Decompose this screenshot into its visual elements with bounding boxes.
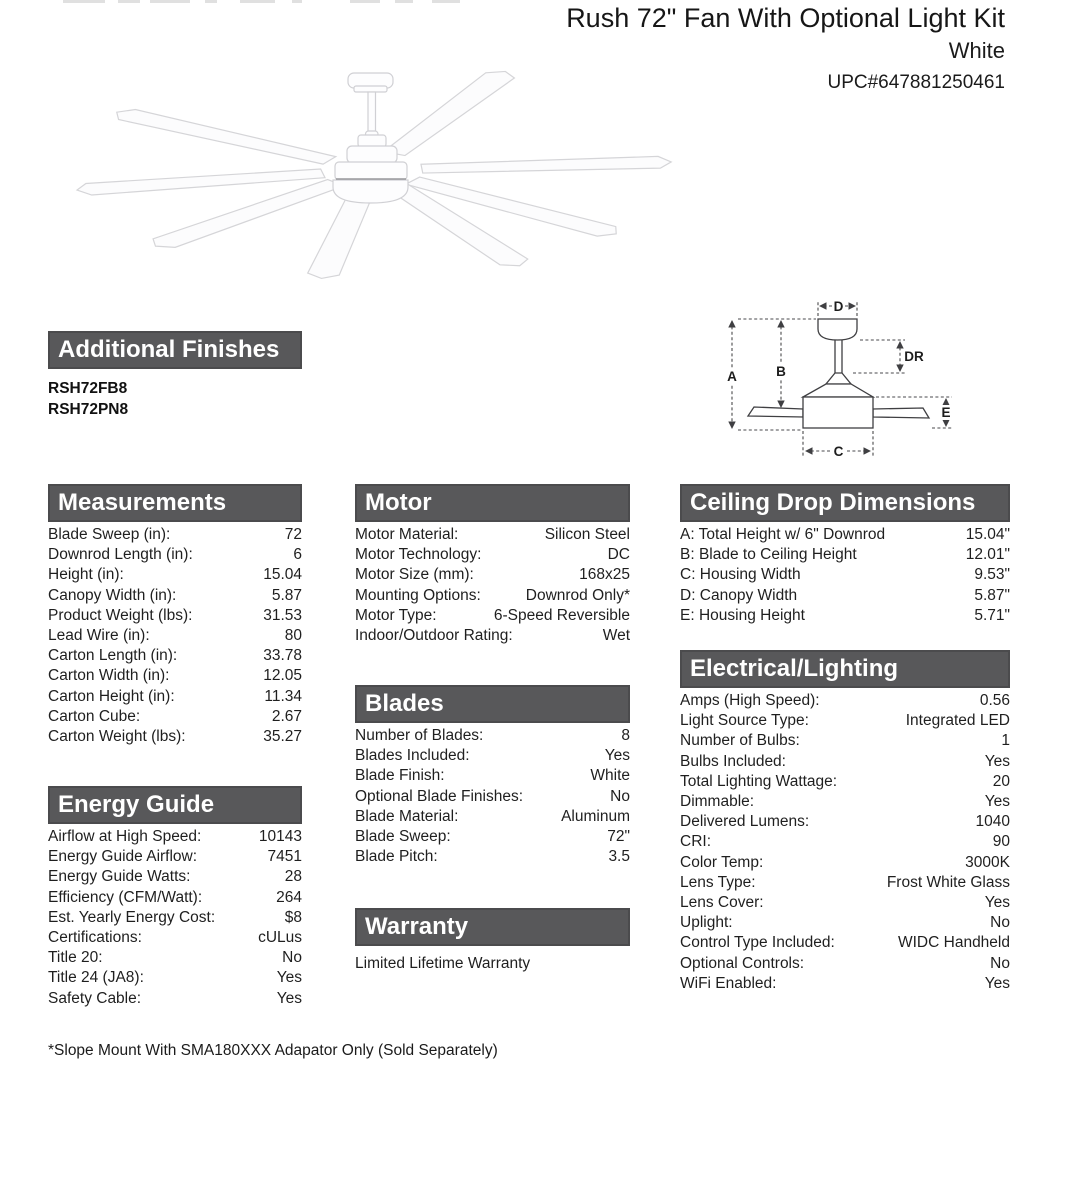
spec-value: DC bbox=[607, 546, 630, 564]
spec-value: 6-Speed Reversible bbox=[493, 606, 630, 624]
section-header-ceiling-drop bbox=[680, 484, 1010, 522]
spec-row bbox=[355, 726, 630, 746]
ceiling-drop-rows bbox=[680, 525, 1010, 626]
spec-row bbox=[680, 953, 1010, 973]
spec-row bbox=[48, 606, 302, 626]
spec-label: A: Total Height w/ 6" Downrod bbox=[680, 526, 886, 544]
spec-label: Motor Material: bbox=[355, 526, 459, 544]
spec-row bbox=[680, 913, 1010, 933]
spec-row bbox=[680, 525, 1010, 545]
section-title: Measurements bbox=[58, 489, 227, 516]
fan-light-kit bbox=[333, 180, 408, 203]
spec-row bbox=[48, 687, 302, 707]
spec-label: Lens Cover: bbox=[680, 893, 764, 911]
spec-row bbox=[48, 968, 302, 988]
fan-motor-housing bbox=[347, 146, 397, 163]
spec-value: $8 bbox=[284, 908, 302, 926]
spec-value: 20 bbox=[992, 772, 1010, 790]
spec-value: 10143 bbox=[258, 828, 302, 846]
spec-row bbox=[680, 711, 1010, 731]
section-title: Motor bbox=[365, 489, 432, 516]
spec-value: Yes bbox=[276, 989, 302, 1007]
spec-row bbox=[355, 787, 630, 807]
spec-value: White bbox=[590, 767, 630, 785]
spec-row bbox=[355, 827, 630, 847]
spec-value: 5.87" bbox=[974, 586, 1010, 604]
spec-value: 3.5 bbox=[608, 848, 630, 866]
spec-value: No bbox=[990, 914, 1010, 932]
spec-label: Safety Cable: bbox=[48, 989, 142, 1007]
spec-label: Efficiency (CFM/Watt): bbox=[48, 888, 203, 906]
measurements-rows bbox=[48, 525, 302, 747]
spec-label: Color Temp: bbox=[680, 853, 764, 871]
finish-code: RSH72PN8 bbox=[48, 401, 129, 418]
spec-label: Motor Technology: bbox=[355, 546, 482, 564]
spec-label: Control Type Included: bbox=[680, 934, 835, 952]
spec-value: No bbox=[282, 949, 302, 967]
spec-value: 0.56 bbox=[979, 692, 1010, 710]
spec-row bbox=[680, 893, 1010, 913]
dim-label-c: C bbox=[833, 444, 844, 459]
spec-value: 15.04" bbox=[965, 526, 1010, 544]
finish-list bbox=[48, 378, 302, 420]
spec-value: 264 bbox=[276, 888, 302, 906]
spec-row bbox=[680, 792, 1010, 812]
spec-row bbox=[355, 626, 630, 646]
spec-row bbox=[48, 525, 302, 545]
spec-row bbox=[680, 812, 1010, 832]
spec-row bbox=[680, 545, 1010, 565]
fan-downrod bbox=[368, 92, 376, 132]
section-header-blades bbox=[355, 685, 630, 723]
section-warranty bbox=[355, 908, 630, 973]
spec-row bbox=[680, 933, 1010, 953]
spec-value: 15.04 bbox=[263, 566, 302, 584]
spec-row bbox=[680, 772, 1010, 792]
spec-label: Energy Guide Watts: bbox=[48, 868, 191, 886]
section-title: Warranty bbox=[365, 913, 469, 940]
spec-row bbox=[355, 746, 630, 766]
electrical-rows bbox=[680, 691, 1010, 994]
finish-code: RSH72FB8 bbox=[48, 380, 128, 397]
spec-value: 1040 bbox=[975, 813, 1010, 831]
spec-value: 1 bbox=[1001, 732, 1010, 750]
spec-label: Total Lighting Wattage: bbox=[680, 772, 838, 790]
spec-value: Yes bbox=[604, 747, 630, 765]
spec-label: Amps (High Speed): bbox=[680, 692, 820, 710]
spec-value: Downrod Only* bbox=[525, 586, 630, 604]
section-title: Electrical/Lighting bbox=[690, 655, 899, 682]
spec-value: Silicon Steel bbox=[544, 526, 630, 544]
spec-label: Mounting Options: bbox=[355, 586, 481, 604]
section-title: Additional Finishes bbox=[58, 336, 280, 363]
spec-value: 35.27 bbox=[263, 727, 302, 745]
spec-value: 2.67 bbox=[271, 707, 302, 725]
spec-row bbox=[355, 766, 630, 786]
spec-row bbox=[48, 827, 302, 847]
section-header-additional-finishes bbox=[48, 331, 302, 369]
spec-row bbox=[48, 707, 302, 727]
section-title: Blades bbox=[365, 690, 444, 717]
spec-label: Blade Sweep (in): bbox=[48, 526, 171, 544]
spec-row bbox=[355, 545, 630, 565]
spec-label: Downrod Length (in): bbox=[48, 546, 193, 564]
spec-row bbox=[48, 989, 302, 1009]
spec-label: Carton Cube: bbox=[48, 707, 141, 725]
spec-row bbox=[680, 586, 1010, 606]
section-measurements bbox=[48, 484, 302, 747]
spec-row bbox=[48, 928, 302, 948]
blades-rows bbox=[355, 726, 630, 867]
spec-value: 11.34 bbox=[264, 687, 302, 705]
section-header-electrical bbox=[680, 650, 1010, 688]
spec-value: Yes bbox=[984, 974, 1010, 992]
spec-label: Carton Length (in): bbox=[48, 647, 178, 665]
spec-value: 72 bbox=[284, 526, 302, 544]
warranty-note: Limited Lifetime Warranty bbox=[355, 955, 531, 972]
spec-label: Est. Yearly Energy Cost: bbox=[48, 908, 216, 926]
section-header-warranty bbox=[355, 908, 630, 946]
section-blades bbox=[355, 685, 630, 867]
spec-label: E: Housing Height bbox=[680, 606, 805, 624]
spec-row bbox=[680, 832, 1010, 852]
spec-value: Yes bbox=[984, 793, 1010, 811]
spec-label: B: Blade to Ceiling Height bbox=[680, 546, 857, 564]
spec-row bbox=[48, 727, 302, 747]
spec-value: Integrated LED bbox=[905, 712, 1010, 730]
product-image bbox=[40, 55, 720, 290]
spec-row bbox=[48, 646, 302, 666]
spec-label: Number of Blades: bbox=[355, 727, 484, 745]
dim-label-e: E bbox=[941, 405, 951, 420]
spec-value: 3000K bbox=[965, 853, 1010, 871]
section-additional-finishes bbox=[48, 331, 302, 420]
spec-label: Blades Included: bbox=[355, 747, 470, 765]
spec-label: C: Housing Width bbox=[680, 566, 801, 584]
spec-value: 90 bbox=[992, 833, 1010, 851]
spec-value: 7451 bbox=[267, 848, 302, 866]
spec-label: Bulbs Included: bbox=[680, 752, 786, 770]
spec-value: 80 bbox=[284, 627, 302, 645]
spec-row bbox=[680, 606, 1010, 626]
dimension-diagram bbox=[700, 280, 970, 470]
section-energy-guide bbox=[48, 786, 302, 1009]
spec-row bbox=[48, 908, 302, 928]
spec-label: Optional Controls: bbox=[680, 954, 805, 972]
spec-value: No bbox=[610, 787, 630, 805]
spec-value: 8 bbox=[621, 727, 630, 745]
spec-value: cULus bbox=[258, 929, 302, 947]
spec-row bbox=[680, 853, 1010, 873]
fan-illustration bbox=[40, 55, 720, 290]
spec-label: Title 24 (JA8): bbox=[48, 969, 144, 987]
dim-label-d: D bbox=[833, 299, 844, 314]
spec-value: 28 bbox=[284, 868, 302, 886]
spec-label: D: Canopy Width bbox=[680, 586, 798, 604]
spec-row bbox=[48, 545, 302, 565]
product-title: Rush 72" Fan With Optional Light Kit bbox=[566, 3, 1005, 33]
spec-label: Certifications: bbox=[48, 929, 142, 947]
spec-row bbox=[680, 565, 1010, 585]
section-header-motor bbox=[355, 484, 630, 522]
spec-value: 33.78 bbox=[263, 647, 302, 665]
spec-value: 12.01" bbox=[965, 546, 1010, 564]
spec-value: 5.71" bbox=[974, 606, 1010, 624]
dim-label-a: A bbox=[727, 369, 737, 384]
spec-value: Yes bbox=[984, 752, 1010, 770]
section-header-energy-guide bbox=[48, 786, 302, 824]
spec-row bbox=[355, 807, 630, 827]
spec-label: Number of Bulbs: bbox=[680, 732, 800, 750]
spec-row bbox=[680, 731, 1010, 751]
spec-value: Frost White Glass bbox=[886, 873, 1010, 891]
spec-row bbox=[680, 691, 1010, 711]
spec-row bbox=[355, 847, 630, 867]
spec-row bbox=[48, 626, 302, 646]
spec-label: Height (in): bbox=[48, 566, 124, 584]
dim-label-dr: DR bbox=[904, 349, 924, 364]
spec-row bbox=[355, 606, 630, 626]
spec-label: Lens Type: bbox=[680, 873, 756, 891]
spec-row bbox=[355, 586, 630, 606]
spec-label: CRI: bbox=[680, 833, 711, 851]
spec-label: WiFi Enabled: bbox=[680, 974, 777, 992]
spec-label: Carton Width (in): bbox=[48, 667, 170, 685]
spec-value: 6 bbox=[293, 546, 302, 564]
spec-row bbox=[48, 847, 302, 867]
spec-value: 168x25 bbox=[579, 566, 630, 584]
product-finish: White bbox=[948, 38, 1005, 63]
spec-value: Yes bbox=[276, 969, 302, 987]
section-title: Energy Guide bbox=[58, 791, 215, 818]
spec-row bbox=[355, 525, 630, 545]
spec-label: Product Weight (lbs): bbox=[48, 606, 193, 624]
motor-rows bbox=[355, 525, 630, 646]
spec-row bbox=[48, 586, 302, 606]
spec-label: Canopy Width (in): bbox=[48, 586, 177, 604]
spec-label: Delivered Lumens: bbox=[680, 813, 810, 831]
section-ceiling-drop bbox=[680, 484, 1010, 626]
spec-label: Carton Height (in): bbox=[48, 687, 175, 705]
spec-value: 12.05 bbox=[263, 667, 302, 685]
spec-value: Yes bbox=[984, 893, 1010, 911]
spec-label: Carton Weight (lbs): bbox=[48, 727, 186, 745]
section-header-measurements bbox=[48, 484, 302, 522]
spec-value: WIDC Handheld bbox=[898, 934, 1010, 952]
spec-value: Wet bbox=[602, 627, 630, 645]
spec-label: Blade Pitch: bbox=[355, 848, 438, 866]
spec-label: Uplight: bbox=[680, 914, 733, 932]
spec-label: Motor Type: bbox=[355, 606, 437, 624]
spec-row bbox=[48, 565, 302, 585]
spec-value: Aluminum bbox=[561, 807, 630, 825]
spec-row bbox=[355, 565, 630, 585]
section-title: Ceiling Drop Dimensions bbox=[690, 489, 976, 516]
spec-row bbox=[48, 666, 302, 686]
spec-row bbox=[680, 873, 1010, 893]
spec-label: Airflow at High Speed: bbox=[48, 828, 202, 846]
dim-label-b: B bbox=[776, 364, 786, 379]
spec-label: Blade Finish: bbox=[355, 767, 445, 785]
spec-label: Optional Blade Finishes: bbox=[355, 787, 524, 805]
product-upc: UPC#647881250461 bbox=[827, 72, 1005, 93]
spec-label: Lead Wire (in): bbox=[48, 627, 150, 645]
spec-label: Indoor/Outdoor Rating: bbox=[355, 627, 513, 645]
footnote: *Slope Mount With SMA180XXX Adapator Only (Sold Separately) bbox=[48, 1042, 498, 1059]
spec-value: 5.87 bbox=[271, 586, 302, 604]
spec-label: Dimmable: bbox=[680, 793, 755, 811]
spec-label: Blade Material: bbox=[355, 807, 459, 825]
section-motor bbox=[355, 484, 630, 646]
spec-label: Light Source Type: bbox=[680, 712, 809, 730]
energy-guide-rows bbox=[48, 827, 302, 1009]
spec-value: 9.53" bbox=[974, 566, 1010, 584]
spec-value: 72" bbox=[607, 828, 630, 846]
spec-value: 31.53 bbox=[263, 606, 302, 624]
spec-row bbox=[48, 888, 302, 908]
section-electrical bbox=[680, 650, 1010, 994]
spec-value: No bbox=[990, 954, 1010, 972]
spec-label: Blade Sweep: bbox=[355, 828, 451, 846]
spec-row bbox=[48, 867, 302, 887]
spec-label: Motor Size (mm): bbox=[355, 566, 474, 584]
dimension-diagram-svg bbox=[700, 280, 970, 470]
spec-row bbox=[680, 752, 1010, 772]
spec-row bbox=[680, 974, 1010, 994]
spec-label: Energy Guide Airflow: bbox=[48, 848, 198, 866]
spec-row bbox=[48, 948, 302, 968]
spec-label: Title 20: bbox=[48, 949, 103, 967]
